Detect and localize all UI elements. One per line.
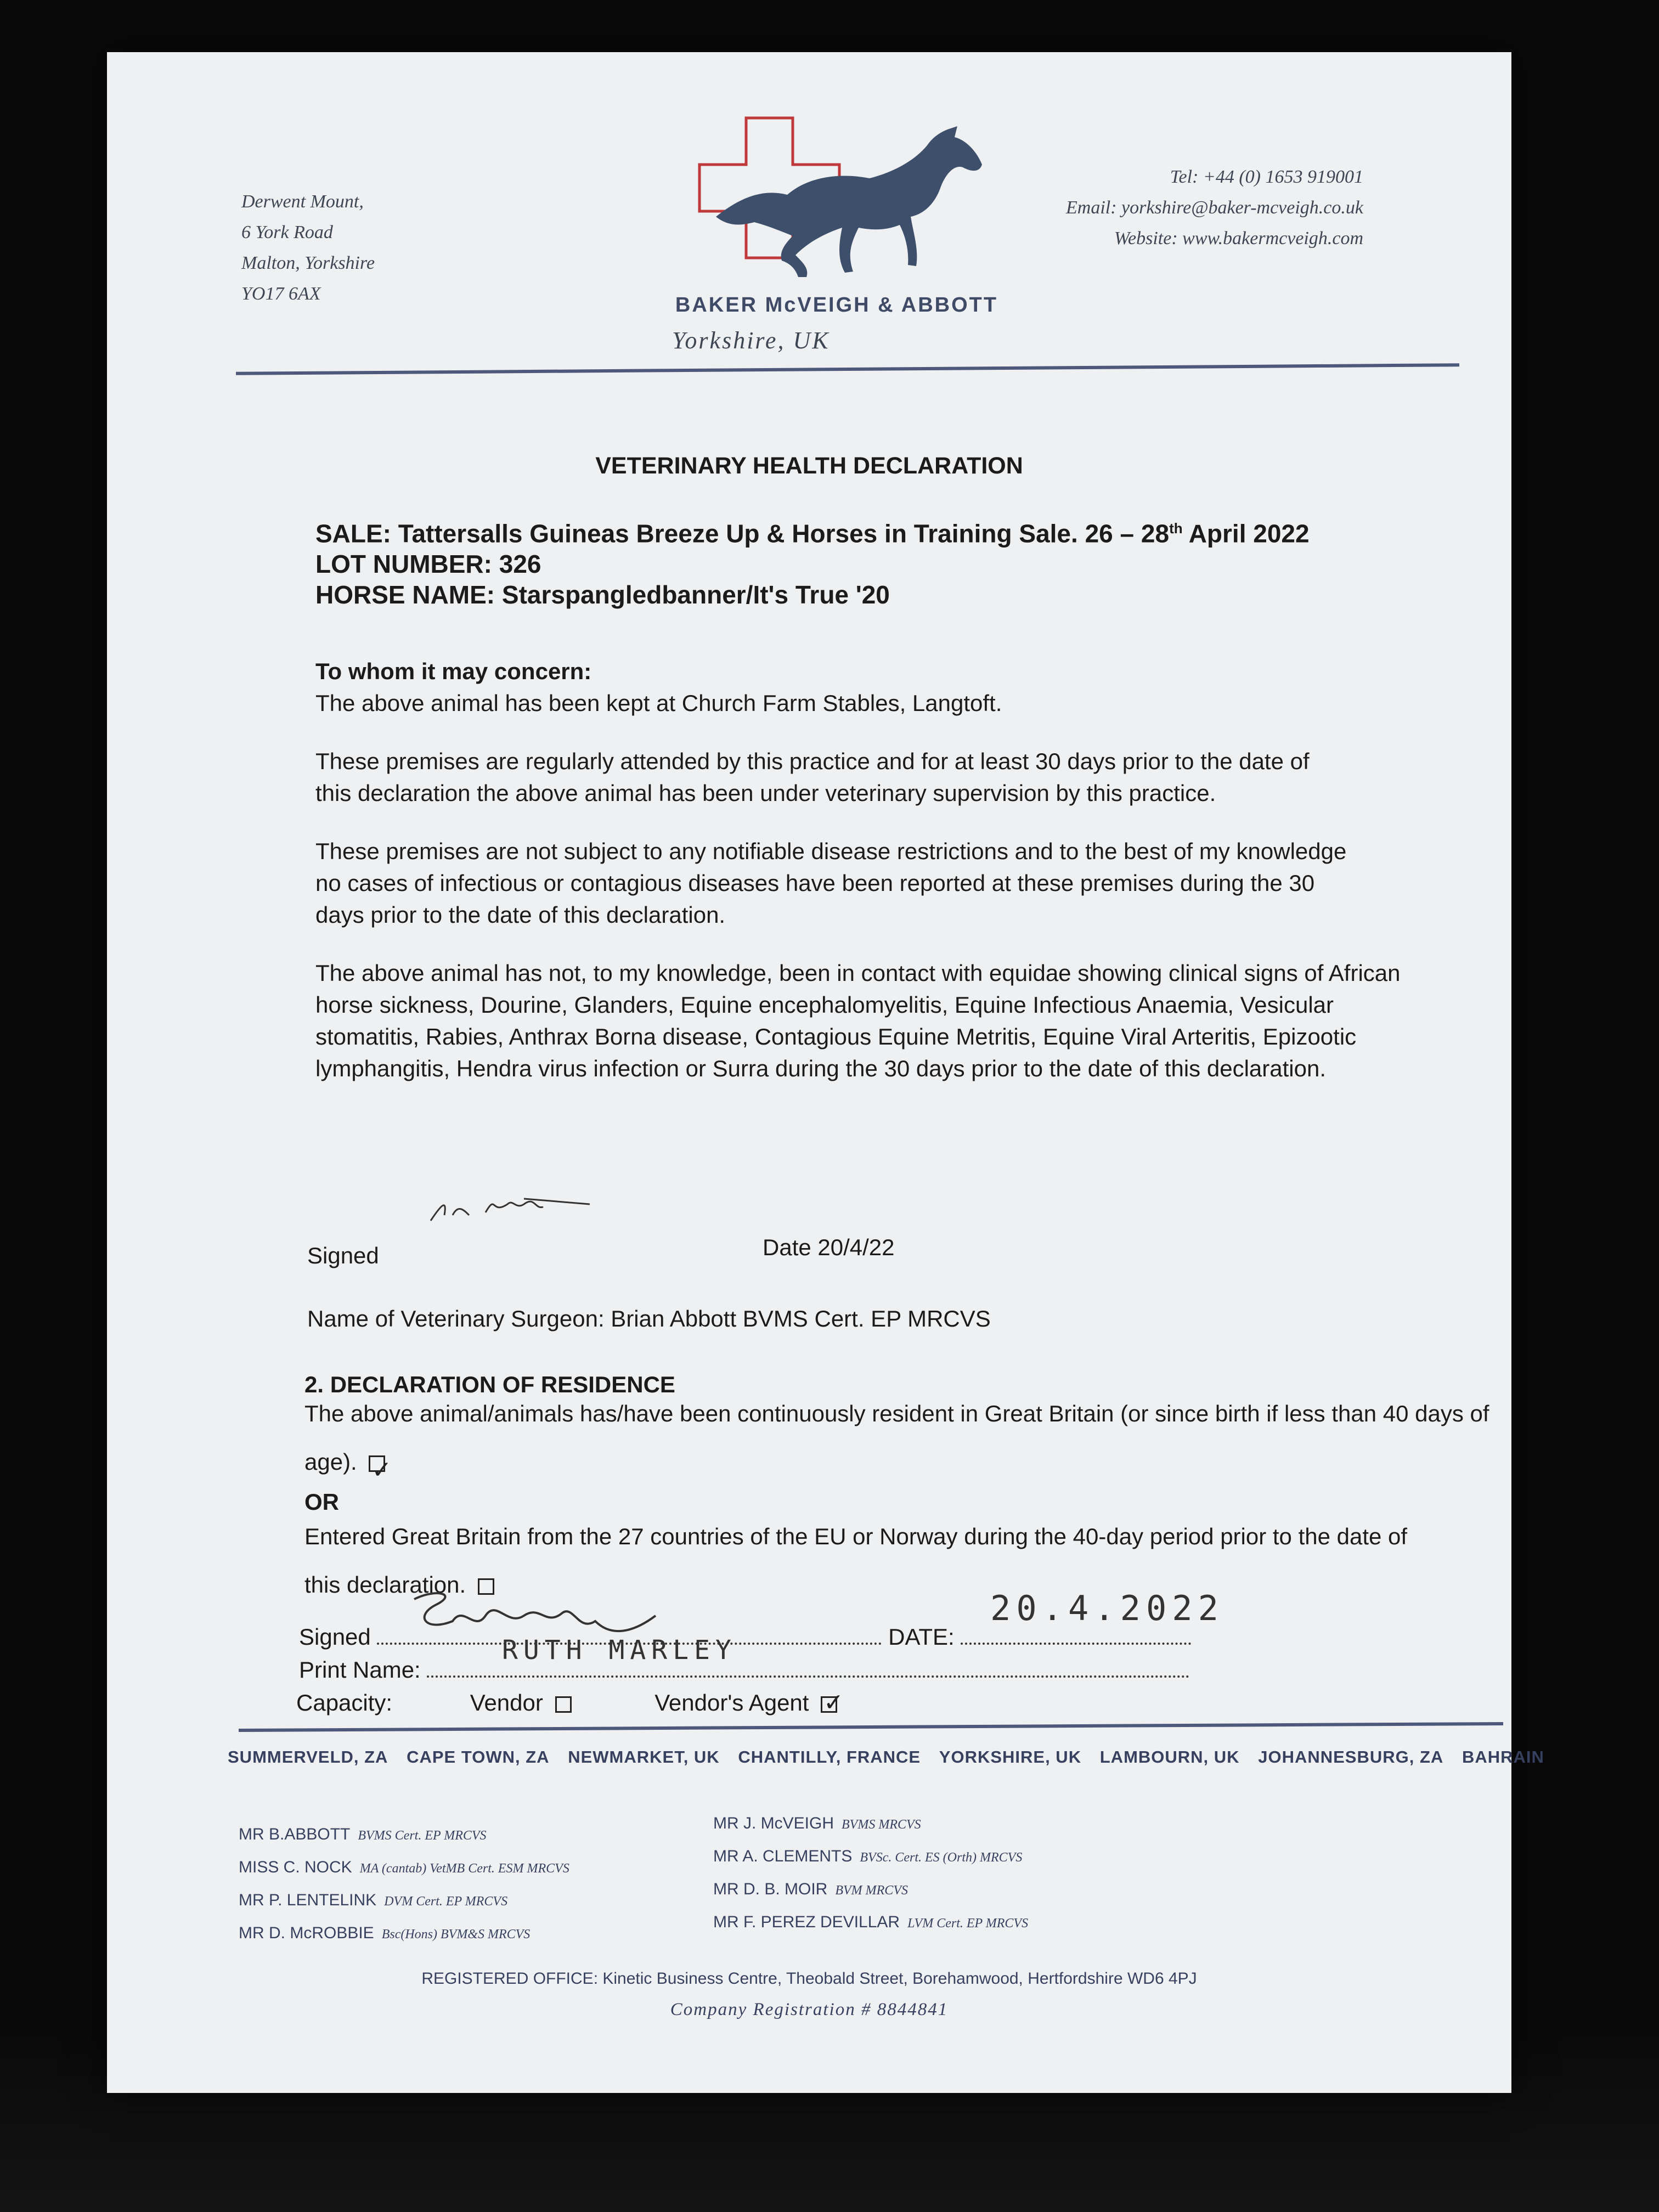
staff-name: MR B.ABBOTT	[239, 1825, 351, 1843]
office-location: BAHRAIN	[1462, 1747, 1544, 1767]
company-registration: Company Registration # 8844841	[670, 2000, 949, 2019]
horse-line	[315, 579, 1506, 610]
print-name-value: RUTH MARLEY	[502, 1635, 737, 1666]
sale-line	[315, 513, 1506, 549]
print-name-row	[299, 1654, 1189, 1686]
office-location: SUMMERVELD, ZA	[228, 1747, 388, 1767]
office-location: CHANTILLY, FRANCE	[738, 1747, 921, 1767]
practice-address	[241, 187, 375, 309]
sale-details	[315, 513, 1506, 610]
staff-member	[713, 1906, 1028, 1939]
residence-section	[304, 1369, 1511, 1609]
print-name-dotted-line	[427, 1675, 1189, 1678]
staff-name: MR A. CLEMENTS	[713, 1847, 853, 1865]
red-cross-and-galloping-horse-logo	[683, 112, 990, 321]
horse-label: HORSE NAME:	[315, 580, 495, 610]
staff-member	[239, 1852, 569, 1884]
staff-member	[239, 1917, 569, 1950]
header-divider	[236, 363, 1459, 375]
capacity-label: Capacity:	[296, 1690, 393, 1716]
staff-member	[239, 1884, 569, 1917]
staff-qualifications: BVM MRCVS	[835, 1883, 908, 1898]
staff-name: MR P. LENTELINK	[239, 1891, 377, 1909]
declaration-body	[315, 656, 1506, 1085]
staff-member	[713, 1874, 1028, 1906]
phone-line: Tel: +44 (0) 1653 919001	[1170, 167, 1363, 187]
date-dotted-line	[961, 1643, 1191, 1645]
paragraph-restrictions: These premises are not subject to any notifiable disease restrictions and to the best of my knowledge no cases of infectious or contagious diseases have been reported at these premises during the 30 days prior to the date of this declaration.	[315, 838, 1347, 928]
capacity-row	[296, 1687, 844, 1719]
staff-list-left	[239, 1819, 569, 1950]
practice-contact	[1066, 162, 1363, 254]
staff-member	[713, 1841, 1028, 1874]
vet-name-line: Name of Veterinary Surgeon: Brian Abbott BVMS Cert. EP MRCVS	[307, 1306, 991, 1331]
option-1-text: The above animal/animals has/have been continuously resident in Great Britain (or since birth if less than 40 days of age).	[304, 1401, 1489, 1475]
staff-member	[239, 1819, 569, 1852]
staff-name: MR D. McROBBIE	[239, 1924, 374, 1942]
email-line: Email: yorkshire@baker-mcveigh.co.uk	[1066, 198, 1363, 218]
vendor-label: Vendor	[470, 1690, 543, 1716]
address-line: Malton, Yorkshire	[241, 253, 375, 273]
staff-qualifications: BVMS MRCVS	[842, 1818, 921, 1832]
document-title: VETERINARY HEALTH DECLARATION	[595, 453, 1023, 479]
lot-value: 326	[499, 550, 541, 579]
checkmark-icon: ✓	[823, 1689, 844, 1716]
residence-date-value: 20.4.2022	[990, 1588, 1224, 1628]
office-location: NEWMARKET, UK	[568, 1747, 720, 1767]
or-separator: OR	[304, 1489, 339, 1515]
residence-option-1	[304, 1390, 1489, 1486]
address-line: Derwent Mount,	[241, 191, 364, 212]
staff-list-right	[713, 1808, 1028, 1939]
office-location: CAPE TOWN, ZA	[407, 1747, 550, 1767]
office-location: YORKSHIRE, UK	[939, 1747, 1082, 1767]
vet-signature-date: Date 20/4/22	[763, 1234, 895, 1260]
sale-date-end: April 2022	[1188, 519, 1310, 548]
vet-signature	[425, 1182, 623, 1232]
practice-brand: BAKER McVEIGH & ABBOTT	[675, 294, 998, 317]
vet-signed-label: Signed	[307, 1243, 379, 1268]
staff-name: MR D. B. MOIR	[713, 1880, 828, 1898]
staff-qualifications: Bsc(Hons) BVM&S MRCVS	[381, 1927, 531, 1942]
staff-qualifications: MA (cantab) VetMB Cert. ESM MRCVS	[359, 1861, 569, 1876]
print-name-label: Print Name:	[299, 1657, 421, 1683]
horse-value: Starspangledbanner/It's True '20	[501, 580, 890, 610]
staff-member	[713, 1808, 1028, 1841]
vendor-checkbox[interactable]	[555, 1696, 572, 1713]
residence-date-label: DATE:	[888, 1624, 955, 1650]
paragraph-supervision: These premises are regularly attended by this practice and for at least 30 days prior to the date of this declaration the above animal has been under veterinary supervision by this practice.	[315, 748, 1310, 806]
owner-signed-label: Signed	[299, 1624, 371, 1650]
sale-label: SALE:	[315, 519, 391, 548]
option-1-checkbox[interactable]	[369, 1455, 392, 1483]
address-line: 6 York Road	[241, 222, 333, 242]
vendors-agent-label: Vendor's Agent	[654, 1690, 809, 1716]
practice-region: Yorkshire, UK	[672, 327, 830, 354]
footer-divider	[239, 1722, 1503, 1732]
sale-value: Tattersalls Guineas Breeze Up & Horses in Training Sale. 26 – 28	[398, 519, 1170, 548]
staff-name: MR F. PEREZ DEVILLAR	[713, 1913, 900, 1931]
office-locations	[228, 1747, 1544, 1767]
office-location: JOHANNESBURG, ZA	[1258, 1747, 1444, 1767]
lot-line	[315, 549, 1506, 579]
website-line: Website: www.bakermcveigh.com	[1114, 228, 1363, 249]
lot-label: LOT NUMBER:	[315, 550, 492, 579]
sale-date-suffix: th	[1169, 520, 1183, 537]
paragraph-premises: The above animal has been kept at Church Farm Stables, Langtoft.	[315, 690, 1002, 716]
residence-heading: 2. DECLARATION OF RESIDENCE	[304, 1372, 675, 1397]
paragraph-contact: The above animal has not, to my knowledge, been in contact with equidae showing clinical signs of African horse sickness, Dourine, Glanders, Equine encephalomyelitis, Equine Infectious Anaemia, Vesicular stomatitis, Rabies, Anthrax Borna disease, Contagious Equine Metritis, Equine Viral Arteritis, Epizootic lymphangitis, Hendra virus infection or Surra during the 30 days prior to the date of this declaration.	[315, 960, 1401, 1081]
option-2-text: Entered Great Britain from the 27 countries of the EU or Norway during the 40-day period prior to the date of this declaration.	[304, 1523, 1408, 1598]
registered-office: REGISTERED OFFICE: Kinetic Business Centre, Theobald Street, Borehamwood, Hertfordshire WD6 4PJ	[421, 1970, 1197, 1988]
checkmark-icon: ✓	[371, 1456, 392, 1483]
staff-qualifications: BVMS Cert. EP MRCVS	[358, 1829, 487, 1843]
address-line: YO17 6AX	[241, 284, 321, 304]
staff-qualifications: LVM Cert. EP MRCVS	[907, 1916, 1029, 1931]
document-page	[107, 52, 1544, 2093]
staff-qualifications: BVSc. Cert. ES (Orth) MRCVS	[860, 1850, 1023, 1865]
staff-qualifications: DVM Cert. EP MRCVS	[384, 1894, 508, 1909]
office-location: LAMBOURN, UK	[1099, 1747, 1240, 1767]
salutation: To whom it may concern:	[315, 658, 592, 684]
vendors-agent-checkbox[interactable]	[821, 1689, 844, 1716]
staff-name: MR J. McVEIGH	[713, 1814, 834, 1832]
staff-name: MISS C. NOCK	[239, 1858, 352, 1876]
